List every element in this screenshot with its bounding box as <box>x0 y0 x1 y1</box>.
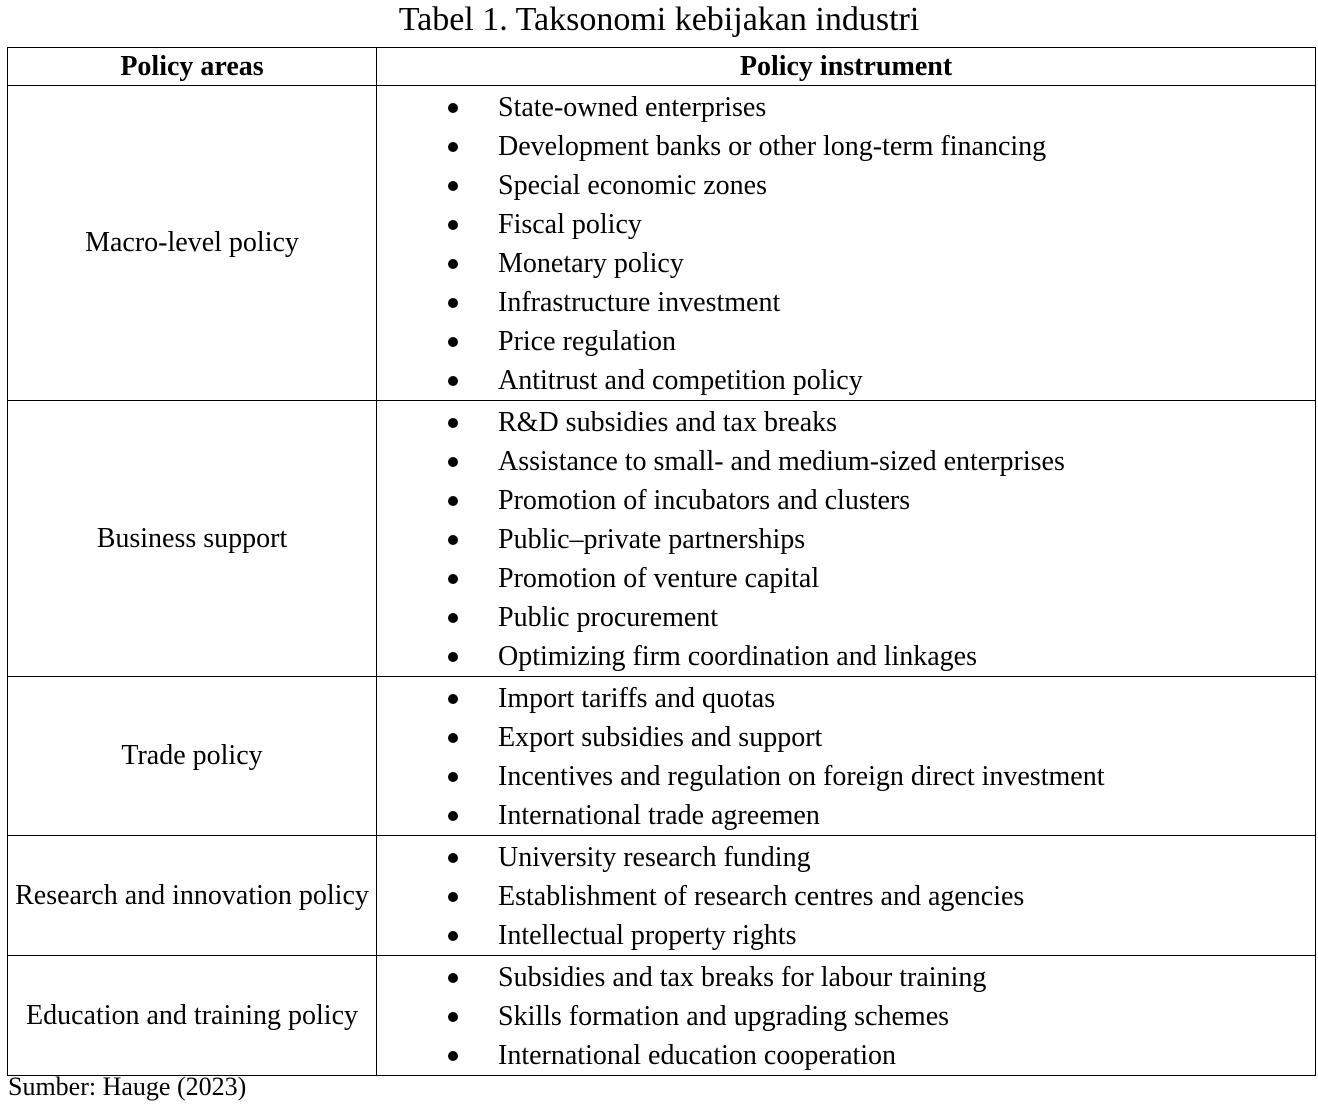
list-item <box>377 958 1315 997</box>
bullet-icon <box>448 694 458 704</box>
instrument-label: Skills formation and upgrading schemes <box>498 1001 950 1032</box>
policy-area-cell: Business support <box>8 401 377 677</box>
instrument-label: Intellectual property rights <box>498 920 797 951</box>
table-header-row <box>8 48 1316 86</box>
policy-instrument-cell <box>377 956 1316 1076</box>
instrument-label: Public–private partnerships <box>498 524 806 555</box>
policy-area-cell: Macro-level policy <box>8 86 377 401</box>
bullet-icon <box>448 298 458 308</box>
bullet-icon <box>448 613 458 623</box>
instrument-label: International trade agreemen <box>498 800 820 831</box>
instrument-label: Promotion of incubators and clusters <box>498 485 911 516</box>
policy-instrument-cell <box>377 836 1316 956</box>
list-item <box>377 598 1315 637</box>
list-item <box>377 283 1315 322</box>
instrument-label: Establishment of research centres and agencies <box>498 881 1025 912</box>
bullet-icon <box>448 418 458 428</box>
table-row <box>8 86 1316 401</box>
instrument-label: Incentives and regulation on foreign direct investment <box>498 761 1105 792</box>
instrument-label: Development banks or other long-term financing <box>498 131 1047 162</box>
header-policy-areas: Policy areas <box>8 48 377 86</box>
instrument-label: Promotion of venture capital <box>498 563 820 594</box>
instrument-label: Export subsidies and support <box>498 722 823 753</box>
policy-area-cell: Research and innovation policy <box>8 836 377 956</box>
instrument-label: Monetary policy <box>498 248 684 279</box>
list-item <box>377 718 1315 757</box>
bullet-icon <box>448 376 458 386</box>
list-item <box>377 796 1315 835</box>
source-note: Sumber: Hauge (2023) <box>8 1072 247 1101</box>
instrument-label: R&D subsidies and tax breaks <box>498 407 838 438</box>
list-item <box>377 403 1315 442</box>
list-item <box>377 442 1315 481</box>
list-item <box>377 757 1315 796</box>
bullet-icon <box>448 103 458 113</box>
table-row <box>8 401 1316 677</box>
policy-instrument-cell <box>377 401 1316 677</box>
bullet-icon <box>448 1012 458 1022</box>
policy-instrument-cell <box>377 677 1316 836</box>
instrument-label: Special economic zones <box>498 170 768 201</box>
list-item <box>377 481 1315 520</box>
table-title: Tabel 1. Taksonomi kebijakan industri <box>398 1 920 38</box>
bullet-icon <box>448 811 458 821</box>
bullet-icon <box>448 931 458 941</box>
bullet-icon <box>448 535 458 545</box>
instrument-label: University research funding <box>498 842 811 873</box>
list-item <box>377 127 1315 166</box>
list-item <box>377 322 1315 361</box>
policy-area-cell: Education and training policy <box>8 956 377 1076</box>
policy-instrument-cell <box>377 86 1316 401</box>
instrument-list <box>377 956 1315 1075</box>
instrument-label: Antitrust and competition policy <box>498 365 863 396</box>
bullet-icon <box>448 1051 458 1061</box>
list-item <box>377 679 1315 718</box>
bullet-icon <box>448 181 458 191</box>
instrument-label: Import tariffs and quotas <box>498 683 776 714</box>
bullet-icon <box>448 457 458 467</box>
instrument-label: Price regulation <box>498 326 677 357</box>
list-item <box>377 1036 1315 1075</box>
list-item <box>377 520 1315 559</box>
bullet-icon <box>448 574 458 584</box>
instrument-label: Public procurement <box>498 602 719 633</box>
instrument-list <box>377 401 1315 676</box>
bullet-icon <box>448 496 458 506</box>
list-item <box>377 205 1315 244</box>
instrument-label: Assistance to small- and medium-sized enterprises <box>498 446 1065 477</box>
bullet-icon <box>448 220 458 230</box>
policy-area-cell: Trade policy <box>8 677 377 836</box>
bullet-icon <box>448 652 458 662</box>
list-item <box>377 361 1315 400</box>
table-row <box>8 677 1316 836</box>
bullet-icon <box>448 892 458 902</box>
instrument-list <box>377 677 1315 835</box>
instrument-label: International education cooperation <box>498 1040 897 1071</box>
instrument-label: Fiscal policy <box>498 209 642 240</box>
list-item <box>377 637 1315 676</box>
bullet-icon <box>448 142 458 152</box>
instrument-list <box>377 86 1315 400</box>
list-item <box>377 88 1315 127</box>
instrument-label: Infrastructure investment <box>498 287 781 318</box>
list-item <box>377 166 1315 205</box>
list-item <box>377 244 1315 283</box>
bullet-icon <box>448 772 458 782</box>
instrument-label: Optimizing firm coordination and linkages <box>498 641 978 672</box>
policy-taxonomy-table <box>7 47 1316 1076</box>
instrument-label: State-owned enterprises <box>498 92 767 123</box>
bullet-icon <box>448 733 458 743</box>
list-item <box>377 559 1315 598</box>
header-policy-instrument: Policy instrument <box>377 48 1316 86</box>
bullet-icon <box>448 259 458 269</box>
table-row <box>8 836 1316 956</box>
list-item <box>377 877 1315 916</box>
table-row <box>8 956 1316 1076</box>
bullet-icon <box>448 337 458 347</box>
instrument-label: Subsidies and tax breaks for labour training <box>498 962 987 993</box>
list-item <box>377 916 1315 955</box>
bullet-icon <box>448 853 458 863</box>
bullet-icon <box>448 973 458 983</box>
instrument-list <box>377 836 1315 955</box>
list-item <box>377 838 1315 877</box>
list-item <box>377 997 1315 1036</box>
